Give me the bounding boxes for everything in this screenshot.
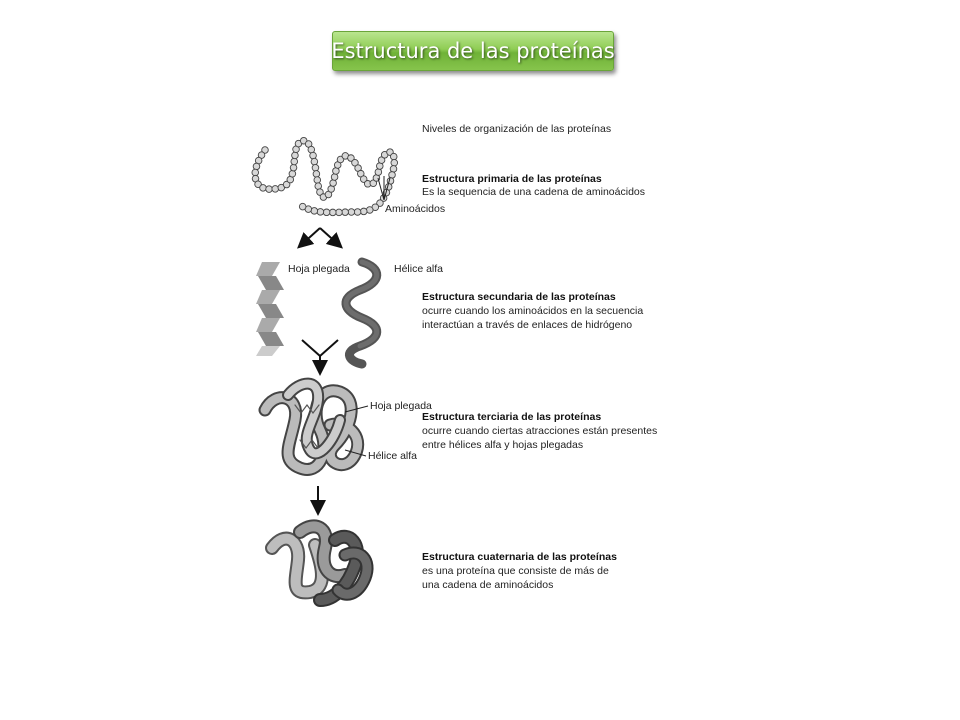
tertiary-helix-label: Hélice alfa [368, 450, 418, 462]
amino-acid-bead [360, 208, 367, 215]
amino-acid-bead [329, 209, 336, 216]
amino-acid-bead [272, 186, 279, 193]
amino-acid-bead [260, 185, 267, 192]
tertiary-line2: entre hélices alfa y hojas plegadas [422, 439, 584, 451]
amino-acid-bead [252, 169, 259, 176]
tertiary-line1: ocurre cuando ciertas atracciones están presentes [422, 425, 658, 437]
pleated-sheet-graphic [256, 262, 284, 356]
amino-acid-bead [342, 209, 349, 216]
amino-acid-beads [252, 137, 398, 215]
tertiary-heading: Estructura terciaria de las proteínas [422, 411, 602, 423]
amino-acid-bead [312, 164, 319, 171]
amino-acid-bead [292, 152, 299, 159]
amino-acid-bead [310, 152, 317, 159]
intro-text: Niveles de organización de las proteínas [422, 123, 612, 135]
primary-line1: Es la sequencia de una cadena de aminoácidos [422, 186, 645, 198]
amino-acid-bead [291, 158, 298, 165]
amino-acid-bead [389, 172, 396, 179]
tertiary-sheet-label: Hoja plegada [370, 400, 432, 412]
primary-heading: Estructura primaria de las proteínas [422, 173, 602, 185]
amino-acid-bead [390, 166, 397, 173]
secondary-helix-label: Hélice alfa [394, 263, 444, 275]
quaternary-line2: una cadena de aminoácidos [422, 579, 554, 591]
secondary-heading: Estructura secundaria de las proteínas [422, 291, 616, 303]
amino-acid-bead [290, 164, 297, 171]
split-arrows [300, 228, 340, 246]
amino-acid-bead [348, 209, 355, 216]
merge-arrows [302, 340, 338, 372]
amino-acid-bead [311, 158, 318, 165]
amino-acid-bead [253, 163, 260, 170]
amino-acid-bead [331, 174, 338, 181]
amino-acid-bead [330, 180, 337, 187]
quaternary-heading: Estructura cuaternaria de las proteínas [422, 551, 617, 563]
amino-acid-bead [366, 207, 373, 214]
amino-acid-bead [336, 209, 343, 216]
amino-acid-bead [317, 209, 324, 216]
quaternary-complex-graphic [272, 526, 367, 600]
amino-acid-bead [266, 186, 273, 193]
secondary-line1: ocurre cuando los aminoácidos en la secuencia [422, 305, 644, 317]
secondary-sheet-label: Hoja plegada [288, 263, 350, 275]
amino-acid-bead [354, 209, 361, 216]
amino-acid-bead [299, 203, 306, 210]
amino-acid-bead [390, 153, 397, 160]
secondary-line2: interactúan a través de enlaces de hidrógeno [422, 319, 633, 331]
tertiary-fold-graphic [265, 384, 358, 470]
quaternary-line1: es una proteína que consiste de más de [422, 565, 609, 577]
page-title: Estructura de las proteínas [331, 39, 615, 63]
primary-aminoacid-label: Aminoácidos [385, 203, 446, 215]
amino-acid-bead [289, 170, 296, 177]
primary-structure-chain [252, 137, 398, 215]
amino-acid-bead [391, 159, 398, 166]
amino-acid-bead [375, 169, 382, 176]
amino-acid-bead [313, 171, 320, 178]
alpha-helix-graphic [346, 262, 377, 364]
amino-acid-bead [314, 177, 321, 184]
amino-acid-bead [323, 209, 330, 216]
